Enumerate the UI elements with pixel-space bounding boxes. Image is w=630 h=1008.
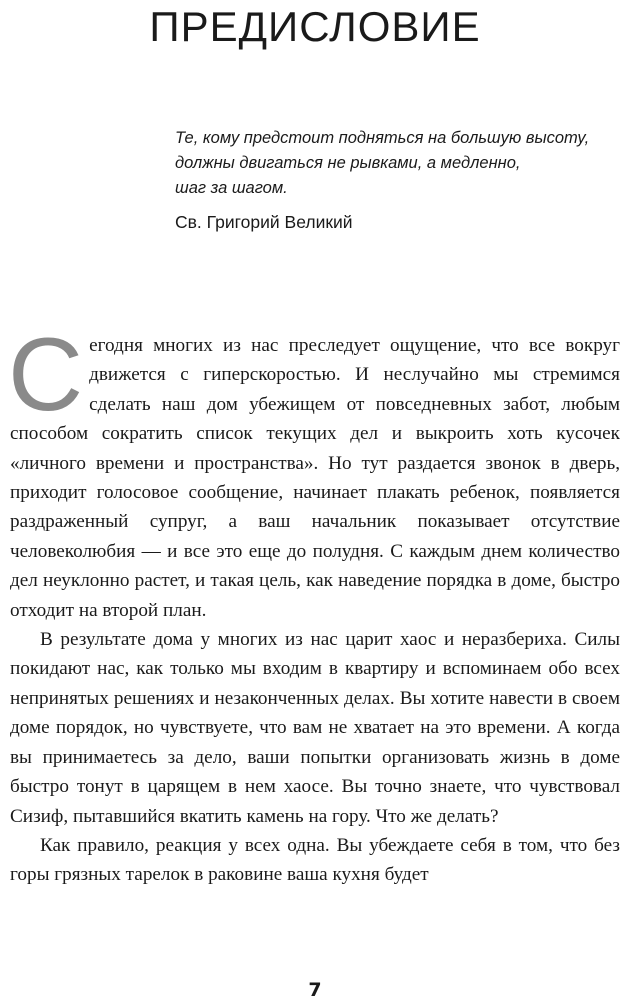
body-text — [8, 317, 620, 890]
drop-cap: С — [8, 317, 84, 433]
chapter-title: ПРЕДИСЛОВИЕ — [149, 3, 481, 50]
epigraph-line: Те, кому предстоит подняться на большую высоту, — [175, 129, 590, 147]
paragraph: В результате дома у многих из нас царит хаос и неразбериха. Силы покидают нас, как только мы входим в квартиру и вспоминаем обо всех непринятых решениях и незаконченных делах. Вы хотите навести в своем доме порядок, но чувствуете, что вам не хватает на это времени. А когда вы принимаетесь за дело, ваши попытки организовать жизнь в доме быстро тонут в царящем в нем хаосе. Вы точно знаете, что чувствовал Сизиф, пытавшийся вкатить камень на гору. Что же делать? — [10, 629, 620, 827]
page-number: 7 — [308, 979, 322, 1001]
paragraph: Как правило, реакция у всех одна. Вы убеждаете себя в том, что без горы грязных тарелок в раковине ваша кухня будет — [10, 834, 620, 886]
epigraph-line: должны двигаться не рывками, а медленно, — [175, 154, 521, 172]
epigraph-quote — [175, 126, 615, 201]
paragraph — [8, 317, 620, 625]
epigraph-line: шаг за шагом. — [175, 179, 288, 197]
epigraph-author: Св. Григорий Великий — [175, 212, 353, 232]
paragraph-text: егодня многих из нас преследует ощущение, что все вокруг движется с гиперскоростью. И неслучайно мы стремимся сделать наш дом убежищем от повседневных забот, любым способом сократить список текущих дел и выкроить хоть кусочек «личного времени и пространства». Но тут раздается звонок в дверь, приходит голосовое сообщение, начинает плакать ребенок, появляется раздраженный супруг, а ваш начальник показывает отсутствие человеколюбия — и все это еще до полудня. С каждым днем количество дел неуклонно растет, и такая цель, как наведение порядка в доме, быстро отходит на второй план. — [10, 335, 620, 621]
epigraph — [175, 126, 615, 234]
